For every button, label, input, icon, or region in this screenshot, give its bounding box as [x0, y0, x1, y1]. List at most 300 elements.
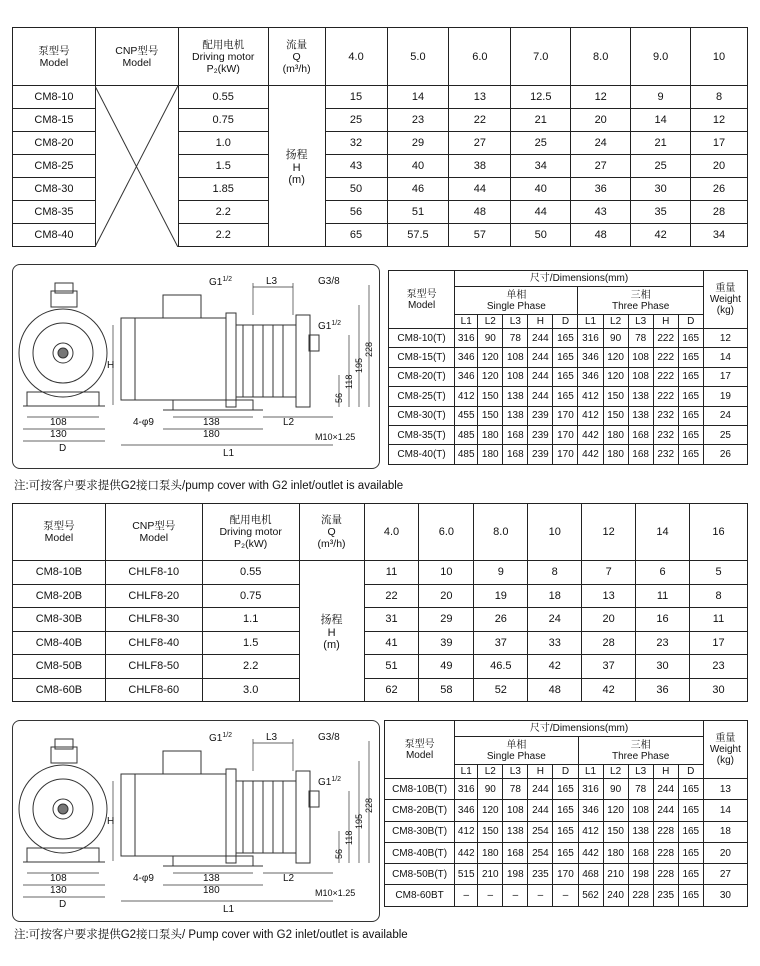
dim-value-cell: 165 [553, 779, 578, 800]
weight-cell: 24 [703, 406, 747, 425]
dim-value-cell: 120 [603, 367, 628, 386]
label-108: 108 [50, 417, 67, 428]
dim-col-header: L2 [478, 315, 503, 329]
dim-value-cell: 244 [528, 329, 553, 348]
label-l1: L1 [223, 904, 235, 915]
dimensions-table-2 [384, 720, 748, 907]
label-holes: 4-φ9 [133, 417, 154, 428]
model-cell: CM8-40B [13, 631, 106, 655]
power-cell: 1.5 [178, 155, 268, 178]
head-value-cell: 28 [582, 631, 636, 655]
dim-col-header: L2 [478, 765, 503, 779]
dim-value-cell: 165 [678, 406, 703, 425]
dim-value-cell: 239 [528, 425, 553, 444]
label-195: 195 [354, 357, 364, 373]
power-cell: 0.75 [178, 109, 268, 132]
label-l1: L1 [223, 448, 235, 459]
power-cell: 1.1 [202, 608, 299, 632]
head-value-cell: 49 [419, 655, 474, 679]
head-value-cell: 11 [636, 584, 690, 608]
dim-value-cell: 412 [455, 821, 478, 842]
col-motor-header: 配用电机 Driving motor P₂(kW) [178, 28, 268, 86]
power-cell: 2.2 [202, 655, 299, 679]
dim-value-cell: – [478, 885, 503, 906]
head-value-cell: 51 [364, 655, 419, 679]
weight-cell: 26 [703, 445, 747, 464]
dim-value-cell: 165 [553, 329, 578, 348]
dim-value-cell: 120 [603, 348, 628, 367]
dim-col-header: L1 [578, 315, 603, 329]
head-value-cell: 17 [690, 631, 748, 655]
model-cell: CM8-60B [13, 678, 106, 702]
dim-value-cell: 90 [603, 779, 628, 800]
weight-cell: 18 [703, 821, 747, 842]
flow-value: 6.0 [449, 28, 511, 86]
head-value-cell: 40 [387, 155, 449, 178]
flow-value: 6.0 [419, 504, 474, 561]
performance-table-1 [12, 27, 748, 247]
dim-value-cell: 165 [678, 367, 703, 386]
model-cell: CM8-10(T) [389, 329, 455, 348]
dim-value-cell: 150 [603, 821, 628, 842]
label-d: D [59, 899, 67, 910]
head-value-cell: 42 [528, 655, 582, 679]
dim-value-cell: 180 [603, 842, 628, 863]
dim-value-cell: 346 [455, 800, 478, 821]
pump-drawing-1 [12, 264, 380, 469]
power-cell: 0.55 [202, 561, 299, 585]
head-value-cell: 12 [691, 109, 748, 132]
cnp-cell: CHLF8-30 [105, 608, 202, 632]
head-value-cell: 34 [511, 155, 571, 178]
cnp-cell: CHLF8-60 [105, 678, 202, 702]
model-cell: CM8-20B [13, 584, 106, 608]
head-value-cell: 35 [631, 201, 691, 224]
dim-value-cell: 346 [455, 348, 478, 367]
head-value-cell: 46 [387, 178, 449, 201]
model-cell: CM8-15(T) [389, 348, 455, 367]
head-value-cell: 12.5 [511, 86, 571, 109]
power-cell: 3.0 [202, 678, 299, 702]
head-value-cell: 11 [364, 561, 419, 585]
table-row [13, 224, 748, 247]
head-value-cell: 25 [511, 132, 571, 155]
cnp-cell [95, 178, 178, 201]
model-cell: CM8-40 [13, 224, 96, 247]
model-cell: CM8-30B(T) [385, 821, 455, 842]
head-value-cell: 44 [511, 201, 571, 224]
label-56: 56 [334, 848, 344, 859]
head-value-cell: 46.5 [474, 655, 528, 679]
label-228: 228 [364, 341, 374, 357]
dim-value-cell: – [455, 885, 478, 906]
dim-value-cell: 90 [603, 329, 628, 348]
dim-value-cell: 412 [578, 821, 603, 842]
model-cell: CM8-30B [13, 608, 106, 632]
dim-col-header: L3 [628, 315, 653, 329]
weight-cell: 20 [703, 842, 747, 863]
head-value-cell: 37 [474, 631, 528, 655]
dim-value-cell: 244 [528, 387, 553, 406]
dim-value-cell: 170 [553, 406, 578, 425]
dim-value-cell: 78 [628, 329, 653, 348]
head-value-cell: 8 [691, 86, 748, 109]
head-value-cell: 36 [636, 678, 690, 702]
table-row [389, 406, 748, 425]
dim-value-cell: 165 [553, 387, 578, 406]
label-180: 180 [203, 429, 220, 440]
head-value-cell: 7 [582, 561, 636, 585]
dim-value-cell: 165 [678, 387, 703, 406]
head-label-cell: 扬程 H (m) [299, 561, 364, 702]
flow-value: 9.0 [631, 28, 691, 86]
weight-cell: 27 [703, 864, 747, 885]
dim-value-cell: 244 [653, 800, 678, 821]
model-cell: CM8-30(T) [389, 406, 455, 425]
head-value-cell: 43 [571, 201, 631, 224]
head-value-cell: 22 [364, 584, 419, 608]
dim-value-cell: 168 [628, 425, 653, 444]
dim-value-cell: 165 [678, 864, 703, 885]
model-cell: CM8-10 [13, 86, 96, 109]
dim-value-cell: 138 [628, 406, 653, 425]
flow-value: 7.0 [511, 28, 571, 86]
head-value-cell: 6 [636, 561, 690, 585]
head-value-cell: 58 [419, 678, 474, 702]
head-value-cell: 28 [691, 201, 748, 224]
dim-value-cell: 442 [455, 842, 478, 863]
flow-value: 16 [690, 504, 748, 561]
dim-value-cell: 442 [578, 425, 603, 444]
model-cell: CM8-20B(T) [385, 800, 455, 821]
dim-col-header: D [678, 765, 703, 779]
head-value-cell: 62 [364, 678, 419, 702]
dim-value-cell: 316 [578, 329, 603, 348]
dim-col-header: L3 [503, 315, 528, 329]
model-cell: CM8-15 [13, 109, 96, 132]
head-value-cell: 8 [690, 584, 748, 608]
dim-value-cell: 170 [553, 864, 578, 885]
table-row [13, 178, 748, 201]
label-g1-half: $G1^{1/2}$ [209, 732, 233, 744]
dim-value-cell: 232 [653, 445, 678, 464]
cnp-cell: CHLF8-20 [105, 584, 202, 608]
head-value-cell: 42 [582, 678, 636, 702]
head-value-cell: 36 [571, 178, 631, 201]
dim-value-cell: 168 [628, 445, 653, 464]
table-row [13, 678, 748, 702]
dim-col-header: D [553, 765, 578, 779]
dim-value-cell: 254 [528, 842, 553, 863]
dim-value-cell: 515 [455, 864, 478, 885]
dim-value-cell: 108 [503, 367, 528, 386]
dim-value-cell: 562 [578, 885, 603, 906]
dim-value-cell: 165 [678, 885, 703, 906]
head-value-cell: 12 [571, 86, 631, 109]
dimensions-table-1 [388, 270, 748, 465]
dim-value-cell: 168 [628, 842, 653, 863]
cnp-cell: CHLF8-10 [105, 561, 202, 585]
dim-value-cell: 120 [478, 348, 503, 367]
dim-value-cell: 108 [628, 348, 653, 367]
dim-value-cell: 485 [455, 425, 478, 444]
dim-value-cell: 228 [628, 885, 653, 906]
flow-value: 4.0 [325, 28, 387, 86]
model-cell: CM8-30 [13, 178, 96, 201]
table-row [389, 367, 748, 386]
label-118: 118 [344, 374, 354, 389]
col-motor-header: 配用电机 Driving motor P₂(kW) [202, 504, 299, 561]
dim-value-cell: 442 [578, 445, 603, 464]
head-value-cell: 9 [631, 86, 691, 109]
head-value-cell: 25 [325, 109, 387, 132]
head-value-cell: 40 [511, 178, 571, 201]
table-row [385, 842, 748, 863]
head-value-cell: 44 [449, 178, 511, 201]
dim-value-cell: 222 [653, 387, 678, 406]
dim-value-cell: 228 [653, 842, 678, 863]
label-130: 130 [50, 885, 67, 896]
dim-value-cell: 168 [503, 445, 528, 464]
label-h: H [107, 360, 115, 371]
table-row [13, 655, 748, 679]
table-row [13, 86, 748, 109]
pump-stages [236, 325, 296, 397]
dim-value-cell: 150 [478, 387, 503, 406]
flow-value: 14 [636, 504, 690, 561]
head-value-cell: 30 [636, 655, 690, 679]
model-cell: CM8-35(T) [389, 425, 455, 444]
head-value-cell: 13 [449, 86, 511, 109]
dim-value-cell: 198 [503, 864, 528, 885]
label-d: D [59, 443, 67, 454]
col-cnp-header: CNP型号 Model [105, 504, 202, 561]
dim-value-cell: 254 [528, 821, 553, 842]
dim-col-header: L2 [603, 765, 628, 779]
head-value-cell: 25 [631, 155, 691, 178]
dim-value-cell: 222 [653, 348, 678, 367]
flow-value: 5.0 [387, 28, 449, 86]
label-l2: L2 [283, 417, 295, 428]
dim-value-cell: 412 [578, 387, 603, 406]
dim-col-header: D [553, 315, 578, 329]
label-h: H [107, 816, 115, 827]
dim-value-cell: 165 [553, 348, 578, 367]
dim-value-cell: 346 [578, 367, 603, 386]
head-value-cell: 50 [325, 178, 387, 201]
head-value-cell: 20 [419, 584, 474, 608]
dims-weight-header: 重量 Weight (kg) [703, 271, 747, 329]
label-56: 56 [334, 392, 344, 403]
dim-value-cell: 165 [678, 821, 703, 842]
head-value-cell: 17 [691, 132, 748, 155]
head-value-cell: 56 [325, 201, 387, 224]
model-cell: CM8-50B [13, 655, 106, 679]
label-l2: L2 [283, 873, 295, 884]
dim-value-cell: 165 [678, 445, 703, 464]
dim-value-cell: 150 [603, 387, 628, 406]
weight-cell: 14 [703, 800, 747, 821]
dim-col-header: H [528, 315, 553, 329]
dim-value-cell: 228 [653, 821, 678, 842]
dim-col-header: H [653, 765, 678, 779]
dim-col-header: L2 [603, 315, 628, 329]
dim-value-cell: 485 [455, 445, 478, 464]
head-value-cell: 22 [449, 109, 511, 132]
table-row [13, 132, 748, 155]
dim-value-cell: 150 [478, 406, 503, 425]
head-value-cell: 10 [419, 561, 474, 585]
dim-value-cell: 412 [455, 387, 478, 406]
dim-col-header: D [678, 315, 703, 329]
dims-weight-header: 重量 Weight (kg) [703, 721, 747, 779]
flow-value: 8.0 [474, 504, 528, 561]
label-g1-half-2: $G1^{1/2}$ [318, 776, 342, 788]
dim-value-cell: 468 [578, 864, 603, 885]
dim-value-cell: 165 [678, 800, 703, 821]
note-2: 注:可按客户要求提供G2接口泵头/ Pump cover with G2 inlet/outlet is available [14, 929, 408, 941]
dim-value-cell: 228 [653, 864, 678, 885]
table-row [13, 155, 748, 178]
table-row [13, 201, 748, 224]
dim-value-cell: 170 [553, 445, 578, 464]
dim-value-cell: – [503, 885, 528, 906]
weight-cell: 17 [703, 367, 747, 386]
dim-value-cell: 180 [603, 425, 628, 444]
label-108: 108 [50, 873, 67, 884]
dim-value-cell: 180 [478, 842, 503, 863]
head-value-cell: 29 [419, 608, 474, 632]
head-value-cell: 27 [449, 132, 511, 155]
dim-value-cell: 168 [503, 842, 528, 863]
head-value-cell: 30 [690, 678, 748, 702]
head-value-cell: 21 [631, 132, 691, 155]
dim-value-cell: 120 [478, 800, 503, 821]
three-phase-header: 三相 Three Phase [578, 737, 703, 765]
dim-value-cell: 90 [478, 779, 503, 800]
dim-value-cell: 165 [678, 779, 703, 800]
model-cell: CM8-25 [13, 155, 96, 178]
head-value-cell: 33 [528, 631, 582, 655]
motor-body [121, 318, 226, 400]
dim-value-cell: 108 [503, 348, 528, 367]
table-row [385, 885, 748, 906]
dim-value-cell: 232 [653, 425, 678, 444]
power-cell: 0.75 [202, 584, 299, 608]
model-cell: CM8-10B(T) [385, 779, 455, 800]
dim-value-cell: 165 [553, 800, 578, 821]
weight-cell: 14 [703, 348, 747, 367]
flow-value: 4.0 [364, 504, 419, 561]
dim-value-cell: 138 [503, 821, 528, 842]
label-m10: M10×1.25 [315, 888, 356, 898]
head-value-cell: 16 [636, 608, 690, 632]
dim-value-cell: 244 [528, 367, 553, 386]
dim-value-cell: 346 [578, 348, 603, 367]
model-cell: CM8-10B [13, 561, 106, 585]
model-cell: CM8-35 [13, 201, 96, 224]
head-value-cell: 65 [325, 224, 387, 247]
table-row [13, 631, 748, 655]
power-cell: 1.0 [178, 132, 268, 155]
dim-value-cell: 346 [455, 367, 478, 386]
cnp-cell [95, 109, 178, 132]
table-row [13, 584, 748, 608]
label-180: 180 [203, 885, 220, 896]
col-model-header: 泵型号 Model [13, 28, 96, 86]
dim-value-cell: 180 [603, 445, 628, 464]
dim-value-cell: 316 [578, 779, 603, 800]
note-1: 注:可按客户要求提供G2接口泵头/pump cover with G2 inlet/outlet is available [14, 480, 404, 492]
cnp-cell: CHLF8-40 [105, 631, 202, 655]
head-value-cell: 18 [528, 584, 582, 608]
dim-value-cell: 316 [455, 329, 478, 348]
power-cell: 2.2 [178, 201, 268, 224]
cnp-cell [95, 155, 178, 178]
dim-value-cell: 455 [455, 406, 478, 425]
power-cell: 1.5 [202, 631, 299, 655]
dim-value-cell: 165 [678, 842, 703, 863]
head-value-cell: 26 [474, 608, 528, 632]
weight-cell: 25 [703, 425, 747, 444]
single-phase-header: 单相 Single Phase [455, 287, 578, 315]
head-value-cell: 5 [690, 561, 748, 585]
dim-value-cell: 165 [553, 821, 578, 842]
table-row [13, 608, 748, 632]
flow-value: 10 [691, 28, 748, 86]
table-row [13, 109, 748, 132]
head-value-cell: 19 [474, 584, 528, 608]
model-cell: CM8-20 [13, 132, 96, 155]
head-value-cell: 9 [474, 561, 528, 585]
dim-value-cell: 78 [628, 779, 653, 800]
pump-diagram [13, 721, 379, 921]
dim-value-cell: – [528, 885, 553, 906]
head-value-cell: 30 [631, 178, 691, 201]
three-phase-header: 三相 Three Phase [578, 287, 703, 315]
model-cell: CM8-60BT [385, 885, 455, 906]
head-value-cell: 15 [325, 86, 387, 109]
dim-value-cell: – [553, 885, 578, 906]
model-cell: CM8-40B(T) [385, 842, 455, 863]
dim-value-cell: 316 [455, 779, 478, 800]
weight-cell: 30 [703, 885, 747, 906]
head-value-cell: 24 [528, 608, 582, 632]
head-value-cell: 14 [387, 86, 449, 109]
head-value-cell: 50 [511, 224, 571, 247]
flow-value: 8.0 [571, 28, 631, 86]
head-value-cell: 11 [690, 608, 748, 632]
dim-value-cell: 150 [478, 821, 503, 842]
dim-value-cell: 165 [553, 367, 578, 386]
table-row [389, 425, 748, 444]
dim-value-cell: 165 [553, 842, 578, 863]
pump-drawing-2 [12, 720, 380, 922]
head-value-cell: 43 [325, 155, 387, 178]
dim-col-header: L1 [455, 765, 478, 779]
weight-cell: 12 [703, 329, 747, 348]
dims-model-header: 泵型号 Model [385, 721, 455, 779]
head-value-cell: 48 [571, 224, 631, 247]
dim-col-header: H [528, 765, 553, 779]
power-cell: 0.55 [178, 86, 268, 109]
dim-value-cell: 239 [528, 445, 553, 464]
dim-col-header: H [653, 315, 678, 329]
table-row [389, 387, 748, 406]
dim-col-header: L3 [503, 765, 528, 779]
head-label-cell: 扬程 H (m) [268, 86, 325, 247]
performance-table-2 [12, 503, 748, 702]
